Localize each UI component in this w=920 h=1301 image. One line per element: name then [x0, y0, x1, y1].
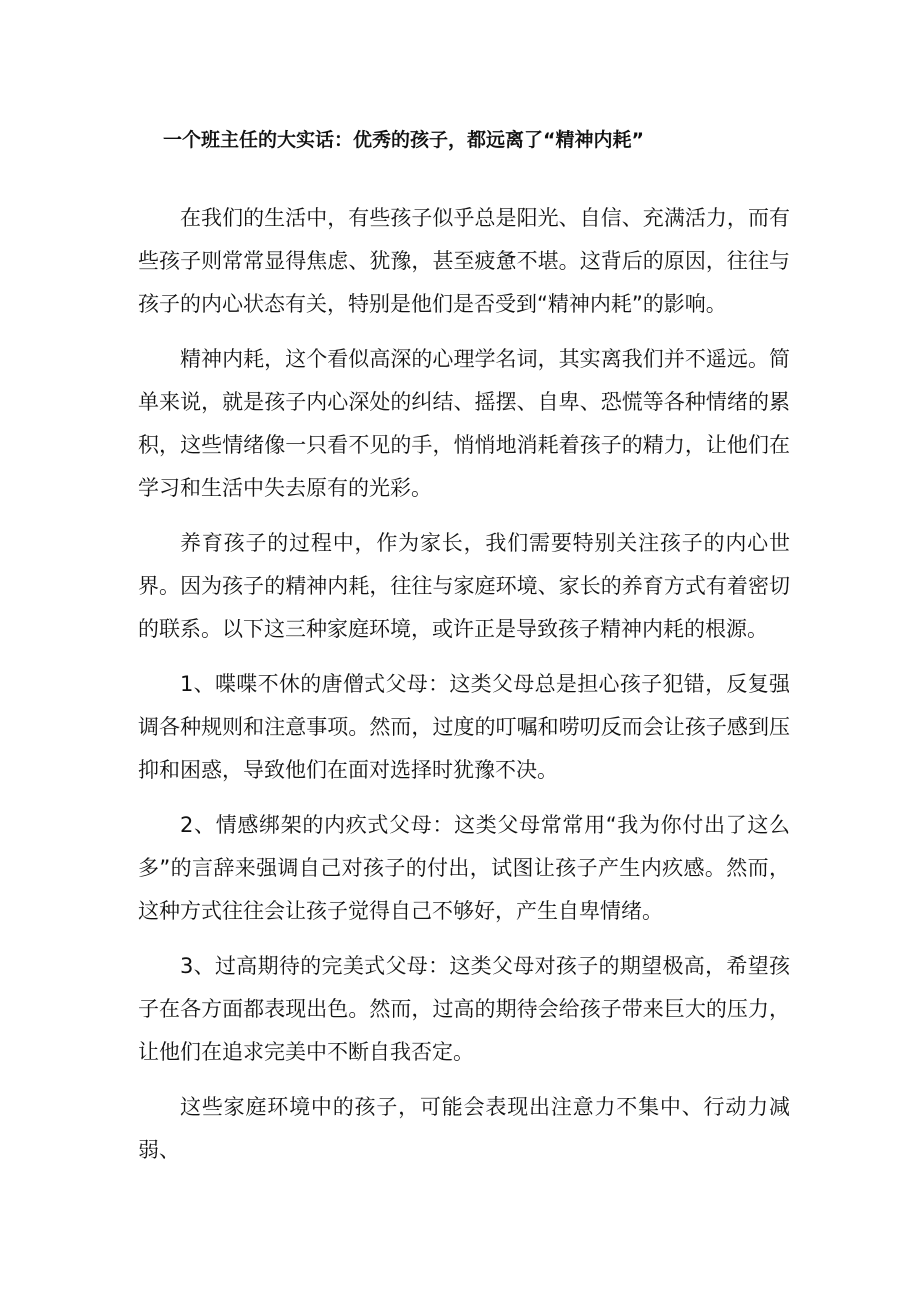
- paragraph-2: 精神内耗，这个看似高深的心理学名词，其实离我们并不遥远。简单来说，就是孩子内心深处的纠结、摇摆、自卑、恐慌等各种情绪的累积，这些情绪像一只看不见的手，悄悄地消耗着孩子的精力，让他们在学习和生活中失去原有的光彩。: [138, 347, 790, 500]
- paragraph-3: 养育孩子的过程中，作为家长，我们需要特别关注孩子的内心世界。因为孩子的精神内耗，往往与家庭环境、家长的养育方式有着密切的联系。以下这三种家庭环境，或许正是导致孩子精神内耗的根源。: [138, 531, 790, 641]
- paragraph-1: 在我们的生活中，有些孩子似乎总是阳光、自信、充满活力，而有些孩子则常常显得焦虑、犹豫，甚至疲惫不堪。这背后的原因，往往与孩子的内心状态有关，特别是他们是否受到“精神内耗”的影响。: [138, 206, 790, 316]
- paragraph-4: 1、喋喋不休的唐僧式父母：这类父母总是担心孩子犯错，反复强调各种规则和注意事项。然而，过度的叮嘱和唠叨反而会让孩子感到压抑和困惑，导致他们在面对选择时犹豫不决。: [138, 672, 790, 782]
- document-body: [138, 197, 790, 1172]
- document-title: 一个班主任的大实话：优秀的孩子，都远离了“精神内耗”: [163, 129, 644, 151]
- paragraph-6: 3、过高期待的完美式父母：这类父母对孩子的期望极高，希望孩子在各方面都表现出色。然而，过高的期待会给孩子带来巨大的压力，让他们在追求完美中不断自我否定。: [138, 954, 790, 1064]
- paragraph-5: 2、情感绑架的内疚式父母：这类父母常常用“我为你付出了这么多”的言辞来强调自己对孩子的付出，试图让孩子产生内疚感。然而，这种方式往往会让孩子觉得自己不够好，产生自卑情绪。: [138, 813, 790, 923]
- paragraph-7: 这些家庭环境中的孩子，可能会表现出注意力不集中、行动力减弱、: [138, 1095, 790, 1162]
